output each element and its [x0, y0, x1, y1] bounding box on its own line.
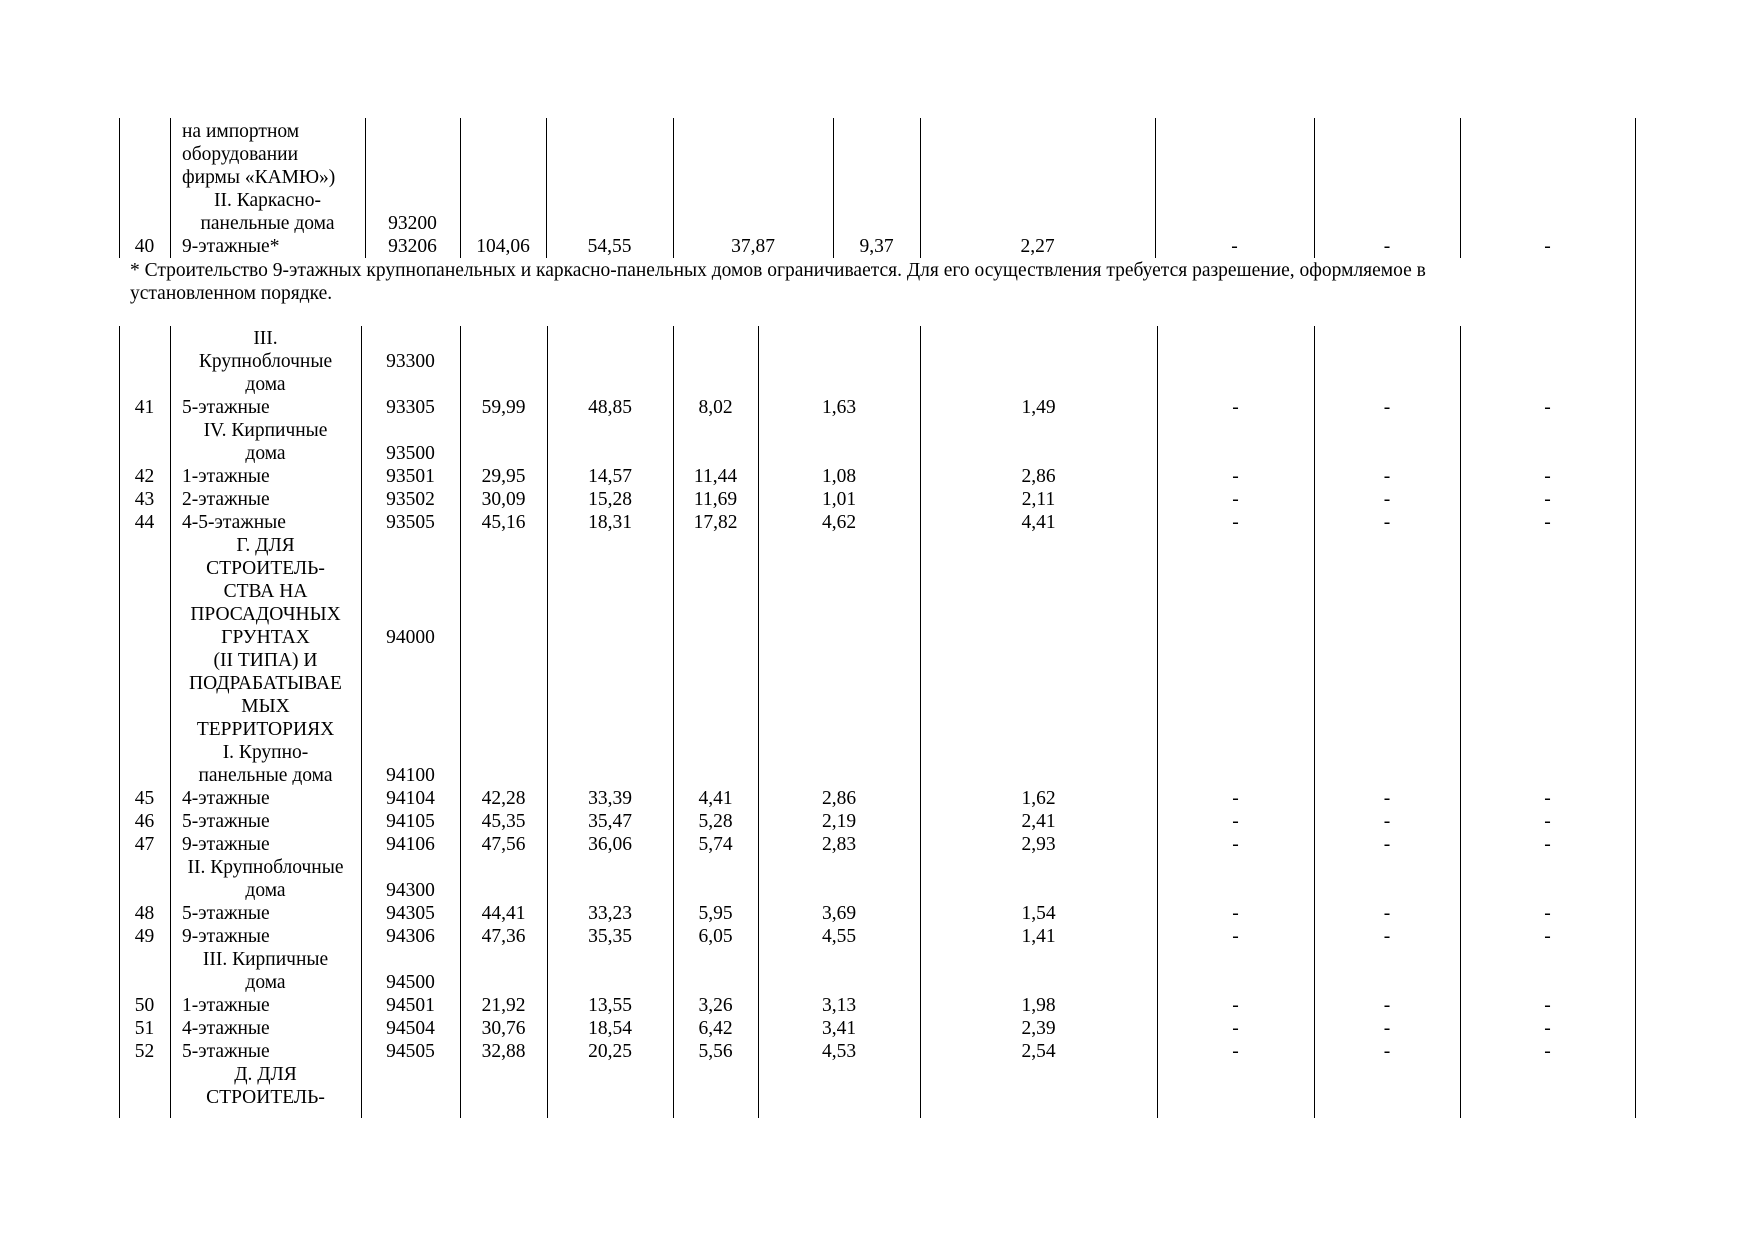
row-number: 44	[134, 512, 155, 533]
row-value: 5,74	[698, 834, 733, 855]
top-name-line: на импортном	[182, 121, 300, 142]
row-value: -	[1383, 788, 1391, 809]
section-heading: II. Каркасно-	[213, 190, 322, 211]
row-value: 2,27	[1020, 236, 1055, 257]
row-value: -	[1383, 926, 1391, 947]
row-value: 1,01	[821, 489, 857, 510]
row-value: 42,28	[481, 788, 526, 809]
row-value: -	[1232, 1018, 1239, 1039]
row-value: 5,95	[698, 903, 733, 924]
row-number: 48	[134, 903, 155, 924]
section-heading: дома	[245, 443, 286, 464]
row-value: -	[1383, 903, 1391, 924]
row-value: 3,69	[821, 903, 857, 924]
page-right-border	[1635, 118, 1636, 1118]
section-heading: ПОДРАБАТЫВАЕ	[189, 673, 342, 694]
row-value: 18,31	[588, 512, 632, 533]
row-value: -	[1232, 466, 1239, 487]
row-value: -	[1232, 811, 1239, 832]
section-heading: дома	[245, 972, 286, 993]
row-value: -	[1383, 811, 1391, 832]
row-value: 1,41	[1021, 926, 1056, 947]
row-value: -	[1544, 788, 1551, 809]
row-value: -	[1232, 926, 1239, 947]
row-value: 44,41	[481, 903, 526, 924]
row-name: 4-этажные	[182, 788, 270, 809]
row-code: 94305	[386, 903, 435, 924]
row-value: 18,54	[588, 1018, 632, 1039]
section-heading: III.	[253, 328, 278, 349]
section-code: 94500	[386, 972, 435, 993]
row-value: -	[1232, 788, 1239, 809]
section-heading: СТВА НА	[223, 581, 308, 602]
section-heading: I. Крупно-	[222, 742, 309, 763]
row-value: 2,83	[821, 834, 857, 855]
row-value: 1,62	[1021, 788, 1056, 809]
row-value: -	[1544, 903, 1551, 924]
row-value: 15,28	[588, 489, 632, 510]
row-value: 1,08	[821, 466, 857, 487]
section-heading: панельные дома	[198, 765, 333, 786]
row-value: 3,26	[698, 995, 733, 1016]
section-heading: Г. ДЛЯ	[236, 535, 295, 556]
row-number: 45	[134, 788, 155, 809]
row-value: 4,41	[698, 788, 733, 809]
row-code: 93206	[388, 236, 437, 257]
footnote-text: * Строительство 9-этажных крупнопанельных и каркасно-панельных домов ограничивается. Для его осуществления требуется разрешение, оформляемое в	[130, 260, 1426, 281]
row-value: -	[1544, 489, 1551, 510]
row-value: 5,56	[698, 1041, 733, 1062]
row-value: 6,42	[698, 1018, 733, 1039]
section-code: 94100	[386, 765, 435, 786]
row-value: -	[1544, 397, 1551, 418]
row-value: 37,87	[731, 236, 775, 257]
section-heading: дома	[245, 374, 286, 395]
row-value: 45,35	[481, 811, 526, 832]
row-number: 43	[134, 489, 155, 510]
row-code: 94306	[386, 926, 435, 947]
section-heading: ГРУНТАХ	[221, 627, 310, 648]
row-value: 2,39	[1021, 1018, 1056, 1039]
section-heading: ТЕРРИТОРИЯХ	[196, 719, 335, 740]
top-grid-line	[170, 118, 171, 258]
top-name-line: фирмы «КАМЮ»)	[182, 167, 336, 188]
section-heading: II. Крупноблочные	[187, 857, 344, 878]
row-value: 36,06	[588, 834, 632, 855]
row-value: 35,35	[588, 926, 632, 947]
row-value: 1,98	[1021, 995, 1056, 1016]
row-value: -	[1232, 1041, 1239, 1062]
row-value: -	[1544, 466, 1551, 487]
row-value: 14,57	[588, 466, 632, 487]
row-name: 9-этажные	[182, 926, 270, 947]
row-name: 5-этажные	[182, 1041, 270, 1062]
row-value: 4,53	[821, 1041, 857, 1062]
row-value: -	[1544, 512, 1551, 533]
row-code: 94505	[386, 1041, 435, 1062]
row-value: -	[1383, 1018, 1391, 1039]
row-number: 46	[134, 811, 155, 832]
row-number: 51	[134, 1018, 155, 1039]
section-heading: МЫХ	[241, 696, 290, 717]
row-number: 40	[134, 236, 155, 257]
row-name: 4-этажные	[182, 1018, 270, 1039]
section-code: 93300	[386, 351, 435, 372]
section-heading: панельные дома	[200, 213, 335, 234]
row-value: -	[1232, 512, 1239, 533]
row-value: -	[1383, 397, 1391, 418]
section-heading: дома	[245, 880, 286, 901]
row-code: 93501	[386, 466, 435, 487]
row-value: -	[1544, 926, 1551, 947]
row-value: 3,41	[821, 1018, 857, 1039]
row-value: 1,49	[1021, 397, 1056, 418]
row-value: -	[1231, 236, 1238, 257]
row-value: -	[1383, 995, 1391, 1016]
row-value: 29,95	[481, 466, 526, 487]
row-value: 13,55	[588, 995, 632, 1016]
section-heading: СТРОИТЕЛЬ-	[206, 558, 325, 579]
row-code: 94104	[386, 788, 435, 809]
row-value: 32,88	[481, 1041, 526, 1062]
row-value: -	[1383, 834, 1391, 855]
row-value: -	[1232, 903, 1239, 924]
row-name: 4-5-этажные	[182, 512, 286, 533]
section-heading: IV. Кирпичные	[203, 420, 328, 441]
row-value: -	[1232, 834, 1239, 855]
row-number: 50	[134, 995, 155, 1016]
row-value: 4,55	[821, 926, 857, 947]
row-code: 94105	[386, 811, 435, 832]
row-value: 30,09	[481, 489, 526, 510]
row-value: -	[1383, 489, 1391, 510]
row-value: 9,37	[859, 236, 894, 257]
row-value: -	[1544, 811, 1551, 832]
row-code: 93502	[386, 489, 435, 510]
row-value: 11,69	[693, 489, 738, 510]
row-value: 4,62	[821, 512, 857, 533]
row-value: -	[1383, 236, 1391, 257]
section-code: 93200	[388, 213, 437, 234]
row-value: -	[1544, 236, 1551, 257]
row-code: 94106	[386, 834, 435, 855]
row-value: -	[1544, 995, 1551, 1016]
top-name-line: оборудовании	[182, 144, 299, 165]
row-value: 2,54	[1021, 1041, 1056, 1062]
section-code: 94300	[386, 880, 435, 901]
row-value: 47,36	[481, 926, 526, 947]
row-value: 2,93	[1021, 834, 1056, 855]
row-value: 104,06	[476, 236, 530, 257]
row-name: 1-этажные	[182, 466, 270, 487]
row-value: -	[1544, 1041, 1551, 1062]
row-value: 48,85	[588, 397, 632, 418]
row-value: 59,99	[481, 397, 526, 418]
row-value: 5,28	[698, 811, 733, 832]
row-number: 47	[134, 834, 155, 855]
row-value: -	[1232, 995, 1239, 1016]
row-value: 20,25	[588, 1041, 632, 1062]
row-value: 47,56	[481, 834, 526, 855]
row-value: -	[1383, 1041, 1391, 1062]
row-value: -	[1544, 834, 1551, 855]
row-value: 35,47	[588, 811, 632, 832]
row-number: 52	[134, 1041, 155, 1062]
row-value: 8,02	[698, 397, 733, 418]
section-heading: Крупноблочные	[198, 351, 333, 372]
row-value: 2,86	[1021, 466, 1056, 487]
row-value: 11,44	[693, 466, 738, 487]
footnote-text: установленном порядке.	[130, 283, 333, 304]
row-value: -	[1232, 489, 1239, 510]
row-value: 30,76	[481, 1018, 526, 1039]
row-value: 1,63	[821, 397, 857, 418]
row-value: 45,16	[481, 512, 526, 533]
row-code: 93305	[386, 397, 435, 418]
row-value: 2,19	[821, 811, 857, 832]
section-heading: III. Кирпичные	[202, 949, 329, 970]
row-value: 2,41	[1021, 811, 1056, 832]
section-code: 93500	[386, 443, 435, 464]
row-value: 6,05	[698, 926, 733, 947]
row-value: 2,11	[1021, 489, 1056, 510]
section-code: 94000	[386, 627, 435, 648]
row-code: 94501	[386, 995, 435, 1016]
row-value: 1,54	[1021, 903, 1056, 924]
row-value: -	[1232, 397, 1239, 418]
row-number: 41	[134, 397, 155, 418]
row-name: 9-этажные	[182, 834, 270, 855]
row-name: 2-этажные	[182, 489, 270, 510]
row-value: -	[1544, 1018, 1551, 1039]
row-value: -	[1383, 512, 1391, 533]
row-name: 5-этажные	[182, 397, 270, 418]
row-name: 9-этажные*	[182, 236, 280, 257]
row-number: 42	[134, 466, 155, 487]
section-heading: (II ТИПА) И	[213, 650, 318, 671]
row-value: -	[1383, 466, 1391, 487]
row-value: 2,86	[821, 788, 857, 809]
row-name: 1-этажные	[182, 995, 270, 1016]
row-value: 3,13	[821, 995, 857, 1016]
row-value: 54,55	[587, 236, 632, 257]
row-value: 17,82	[693, 512, 738, 533]
row-value: 33,39	[588, 788, 632, 809]
row-name: 5-этажные	[182, 811, 270, 832]
row-value: 4,41	[1021, 512, 1056, 533]
row-code: 94504	[386, 1018, 435, 1039]
section-heading: СТРОИТЕЛЬ-	[206, 1087, 325, 1108]
row-number: 49	[134, 926, 155, 947]
row-code: 93505	[386, 512, 435, 533]
row-name: 5-этажные	[182, 903, 270, 924]
section-heading: Д. ДЛЯ	[234, 1064, 297, 1085]
row-value: 21,92	[481, 995, 526, 1016]
section-heading: ПРОСАДОЧНЫХ	[190, 604, 341, 625]
row-value: 33,23	[588, 903, 632, 924]
